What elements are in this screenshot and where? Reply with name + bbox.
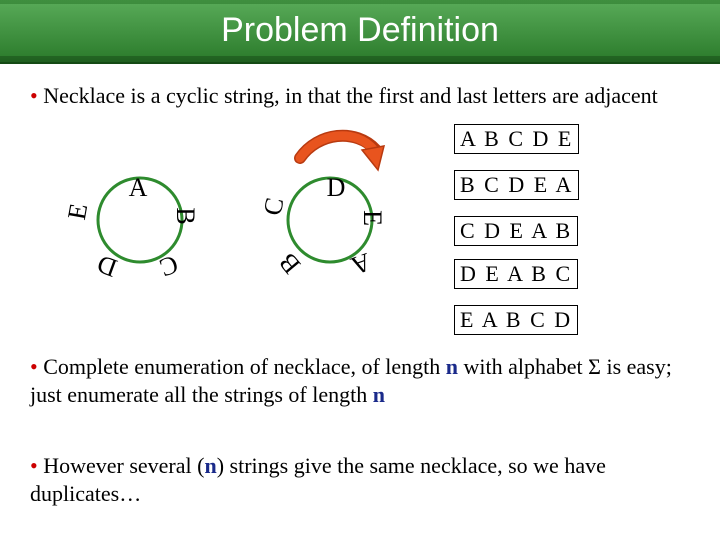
length-n-var-2: n — [372, 382, 386, 407]
necklace-left-letter-b: B — [171, 207, 200, 225]
duplicates-text-2: ) strings give the same necklace, so we have duplicates… — [30, 453, 606, 506]
bullet-icon: • — [30, 354, 38, 379]
necklace-right-letter-a: A — [347, 247, 375, 281]
rotation-box-5: E A B C D — [454, 305, 578, 335]
rotation-box-1: A B C D E — [454, 124, 579, 154]
necklace-left-letter-d: D — [93, 249, 121, 283]
rotation-box-2: B C D E A — [454, 170, 579, 200]
necklace-right-letter-c: C — [257, 195, 290, 218]
count-n-var: n — [204, 453, 217, 478]
length-n-var: n — [445, 354, 459, 379]
enumeration-bullet — [30, 353, 700, 409]
necklace-right-letter-d: D — [326, 173, 346, 202]
intro-text: Necklace is a cyclic string, in that the first and last letters are adjacent — [43, 83, 658, 108]
rotation-arrow-head-icon — [362, 146, 384, 170]
necklace-left-letter-c: C — [155, 249, 183, 283]
necklace-left-letter-a: A — [128, 173, 148, 202]
necklace-left-letter-e: E — [61, 201, 94, 222]
rotation-box-4: D E A B C — [454, 259, 578, 289]
enumeration-text-2: with alphabet Σ is easy; just enumerate all the strings of length — [30, 354, 672, 407]
duplicates-bullet — [30, 452, 700, 508]
bullet-icon: • — [30, 83, 38, 108]
duplicates-text-1: However several ( — [43, 453, 205, 478]
slide-title: Problem Definition — [221, 11, 499, 49]
bullet-icon: • — [30, 453, 38, 478]
enumeration-text-1: Complete enumeration of necklace, of length — [43, 354, 446, 379]
necklace-right-letter-e: E — [358, 210, 387, 226]
rotation-box-3: C D E A B — [454, 216, 578, 246]
necklace-right-letter-b: B — [272, 247, 307, 280]
